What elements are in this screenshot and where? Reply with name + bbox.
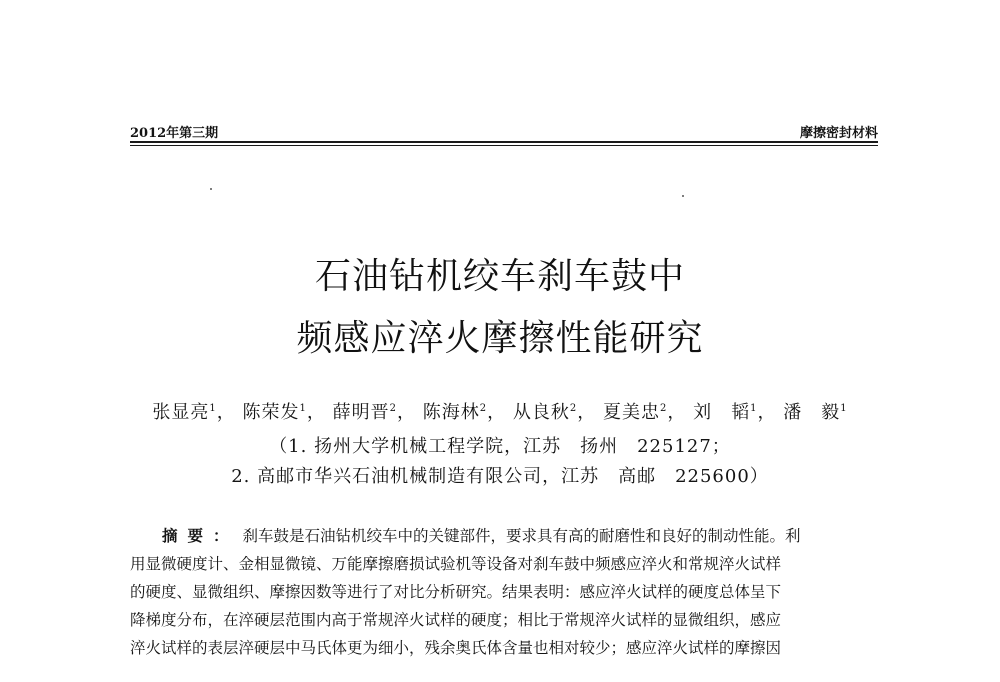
abstract-line: 降梯度分布，在淬硬层范围内高于常规淬火试样的硬度；相比于常规淬火试样的显微组织，感应 — [130, 611, 782, 629]
paper-title-line-2: 频感应淬火摩擦性能研究 — [296, 318, 704, 359]
abstract-line: 摘要： 刹车鼓是石油钻机绞车中的关键部件，要求具有高的耐磨性和良好的制动性能。利 — [162, 526, 801, 545]
author: 从良秋$^2$ — [512, 402, 578, 423]
abstract-label: 摘要： — [162, 526, 239, 545]
author: 陈海林$^2$ — [422, 402, 488, 423]
running-header — [130, 118, 878, 142]
issue-label: 2012年第三期 — [130, 126, 219, 141]
affiliation-line-1: （1. 扬州大学机械工程学院，江苏 扬州 225127； — [269, 436, 731, 457]
author: 潘 毅$^1$ — [783, 402, 848, 423]
scan-speck — [210, 188, 212, 190]
affiliation-line-2: 2. 高邮市华兴石油机械制造有限公司，江苏 高邮 225600） — [231, 466, 769, 487]
scan-speck — [682, 195, 684, 197]
abstract-line: 用显微硬度计、金相显微镜、万能摩擦磨损试验机等设备对刹车鼓中频感应淬火和常规淬火试样 — [130, 555, 782, 573]
paper-title-line-1: 石油钻机绞车刹车鼓中 — [314, 256, 685, 297]
author: 刘 韬$^1$ — [693, 402, 758, 423]
author: 张显亮$^1$ — [152, 402, 217, 423]
journal-name: 摩擦密封材料 — [799, 126, 878, 141]
abstract-line: 淬火试样的表层淬硬层中马氏体更为细小，残余奥氏体含量也相对较少；感应淬火试样的摩擦因 — [130, 639, 782, 657]
author: 陈荣发$^1$ — [242, 402, 307, 423]
author: 薛明晋$^2$ — [332, 402, 398, 423]
header-rule-thin — [130, 145, 878, 146]
abstract-block — [130, 522, 880, 662]
author: 夏美忠$^2$ — [602, 402, 668, 423]
abstract-line: 的硬度、显微组织、摩擦因数等进行了对比分析研究。结果表明：感应淬火试样的硬度总体呈下 — [130, 583, 782, 601]
header-rule-thick — [130, 141, 878, 143]
author-list: 张显亮$^1$， 陈荣发$^1$， 薛明晋$^2$， 陈海林$^2$， 从良秋$^2$， 夏美忠$^2$， 刘 韬$^1$， 潘 毅$^1$ — [152, 402, 848, 423]
